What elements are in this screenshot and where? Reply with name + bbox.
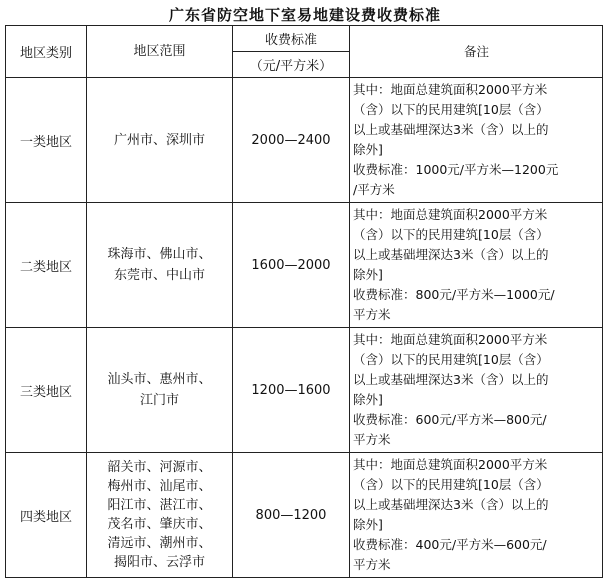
note-line: 平方米	[353, 432, 391, 447]
row-note	[350, 78, 603, 203]
note-line: 其中：地面总建筑面积2000平方米	[353, 207, 548, 222]
row-area	[87, 78, 233, 203]
table-row	[6, 453, 603, 578]
row-area	[87, 203, 233, 328]
area-line: 珠海市、佛山市、	[107, 247, 212, 262]
row-category: 三类地区	[6, 328, 87, 453]
header-category: 地区类别	[6, 26, 87, 78]
header-note: 备注	[350, 26, 603, 78]
row-fee: 1600—2000	[233, 203, 350, 328]
note-line: （含）以下的民用建筑[10层（含）	[353, 102, 549, 117]
note-line: 收费标准：1000元/平方米—1200元	[353, 162, 559, 177]
note-line: 平方米	[353, 307, 391, 322]
note-line: 除外]	[353, 267, 383, 282]
note-line: 除外]	[353, 392, 383, 407]
row-category: 二类地区	[6, 203, 87, 328]
area-line: 揭阳市、云浮市	[113, 555, 205, 570]
note-line: 收费标准：800元/平方米—1000元/	[353, 287, 555, 302]
note-line: 其中：地面总建筑面积2000平方米	[353, 82, 548, 97]
note-line: （含）以下的民用建筑[10层（含）	[353, 352, 549, 367]
row-area	[87, 328, 233, 453]
header-row	[6, 26, 603, 52]
note-line: 收费标准：600元/平方米—800元/	[353, 412, 547, 427]
row-area	[87, 453, 233, 578]
document-title: 广东省防空地下室易地建设费收费标准	[168, 6, 441, 24]
note-line: 其中：地面总建筑面积2000平方米	[353, 457, 548, 472]
note-line: （含）以下的民用建筑[10层（含）	[353, 477, 549, 492]
note-line: （含）以下的民用建筑[10层（含）	[353, 227, 549, 242]
row-note	[350, 453, 603, 578]
note-line: 除外]	[353, 517, 383, 532]
row-category: 四类地区	[6, 453, 87, 578]
header-fee-unit: （元/平方米）	[233, 52, 350, 78]
area-line: 韶关市、河源市、	[107, 460, 212, 475]
area-line: 阳江市、湛江市、	[107, 498, 212, 513]
area-line: 梅州市、汕尾市、	[107, 479, 212, 494]
note-line: /平方米	[353, 182, 395, 197]
header-fee: 收费标准	[233, 26, 350, 52]
row-category: 一类地区	[6, 78, 87, 203]
table-row	[6, 203, 603, 328]
row-fee: 2000—2400	[233, 78, 350, 203]
note-line: 除外]	[353, 142, 383, 157]
note-line: 以上或基础埋深达3米（含）以上的	[353, 372, 549, 387]
note-line: 以上或基础埋深达3米（含）以上的	[353, 497, 549, 512]
table-row	[6, 328, 603, 453]
row-note	[350, 203, 603, 328]
table-row	[6, 78, 603, 203]
note-line: 以上或基础埋深达3米（含）以上的	[353, 247, 549, 262]
area-line: 东莞市、中山市	[113, 268, 205, 283]
row-fee: 800—1200	[233, 453, 350, 578]
area-line: 江门市	[139, 393, 179, 408]
row-note	[350, 328, 603, 453]
note-line: 平方米	[353, 557, 391, 572]
area-line: 茂名市、肇庆市、	[107, 517, 212, 532]
note-line: 以上或基础埋深达3米（含）以上的	[353, 122, 549, 137]
area-line: 汕头市、惠州市、	[107, 372, 212, 387]
area-line: 广州市、深圳市	[113, 132, 205, 148]
note-line: 其中：地面总建筑面积2000平方米	[353, 332, 548, 347]
note-line: 收费标准：400元/平方米—600元/	[353, 537, 547, 552]
area-line: 清远市、潮州市、	[107, 536, 212, 551]
header-area: 地区范围	[87, 26, 233, 78]
row-fee: 1200—1600	[233, 328, 350, 453]
fee-standard-table	[5, 25, 603, 578]
